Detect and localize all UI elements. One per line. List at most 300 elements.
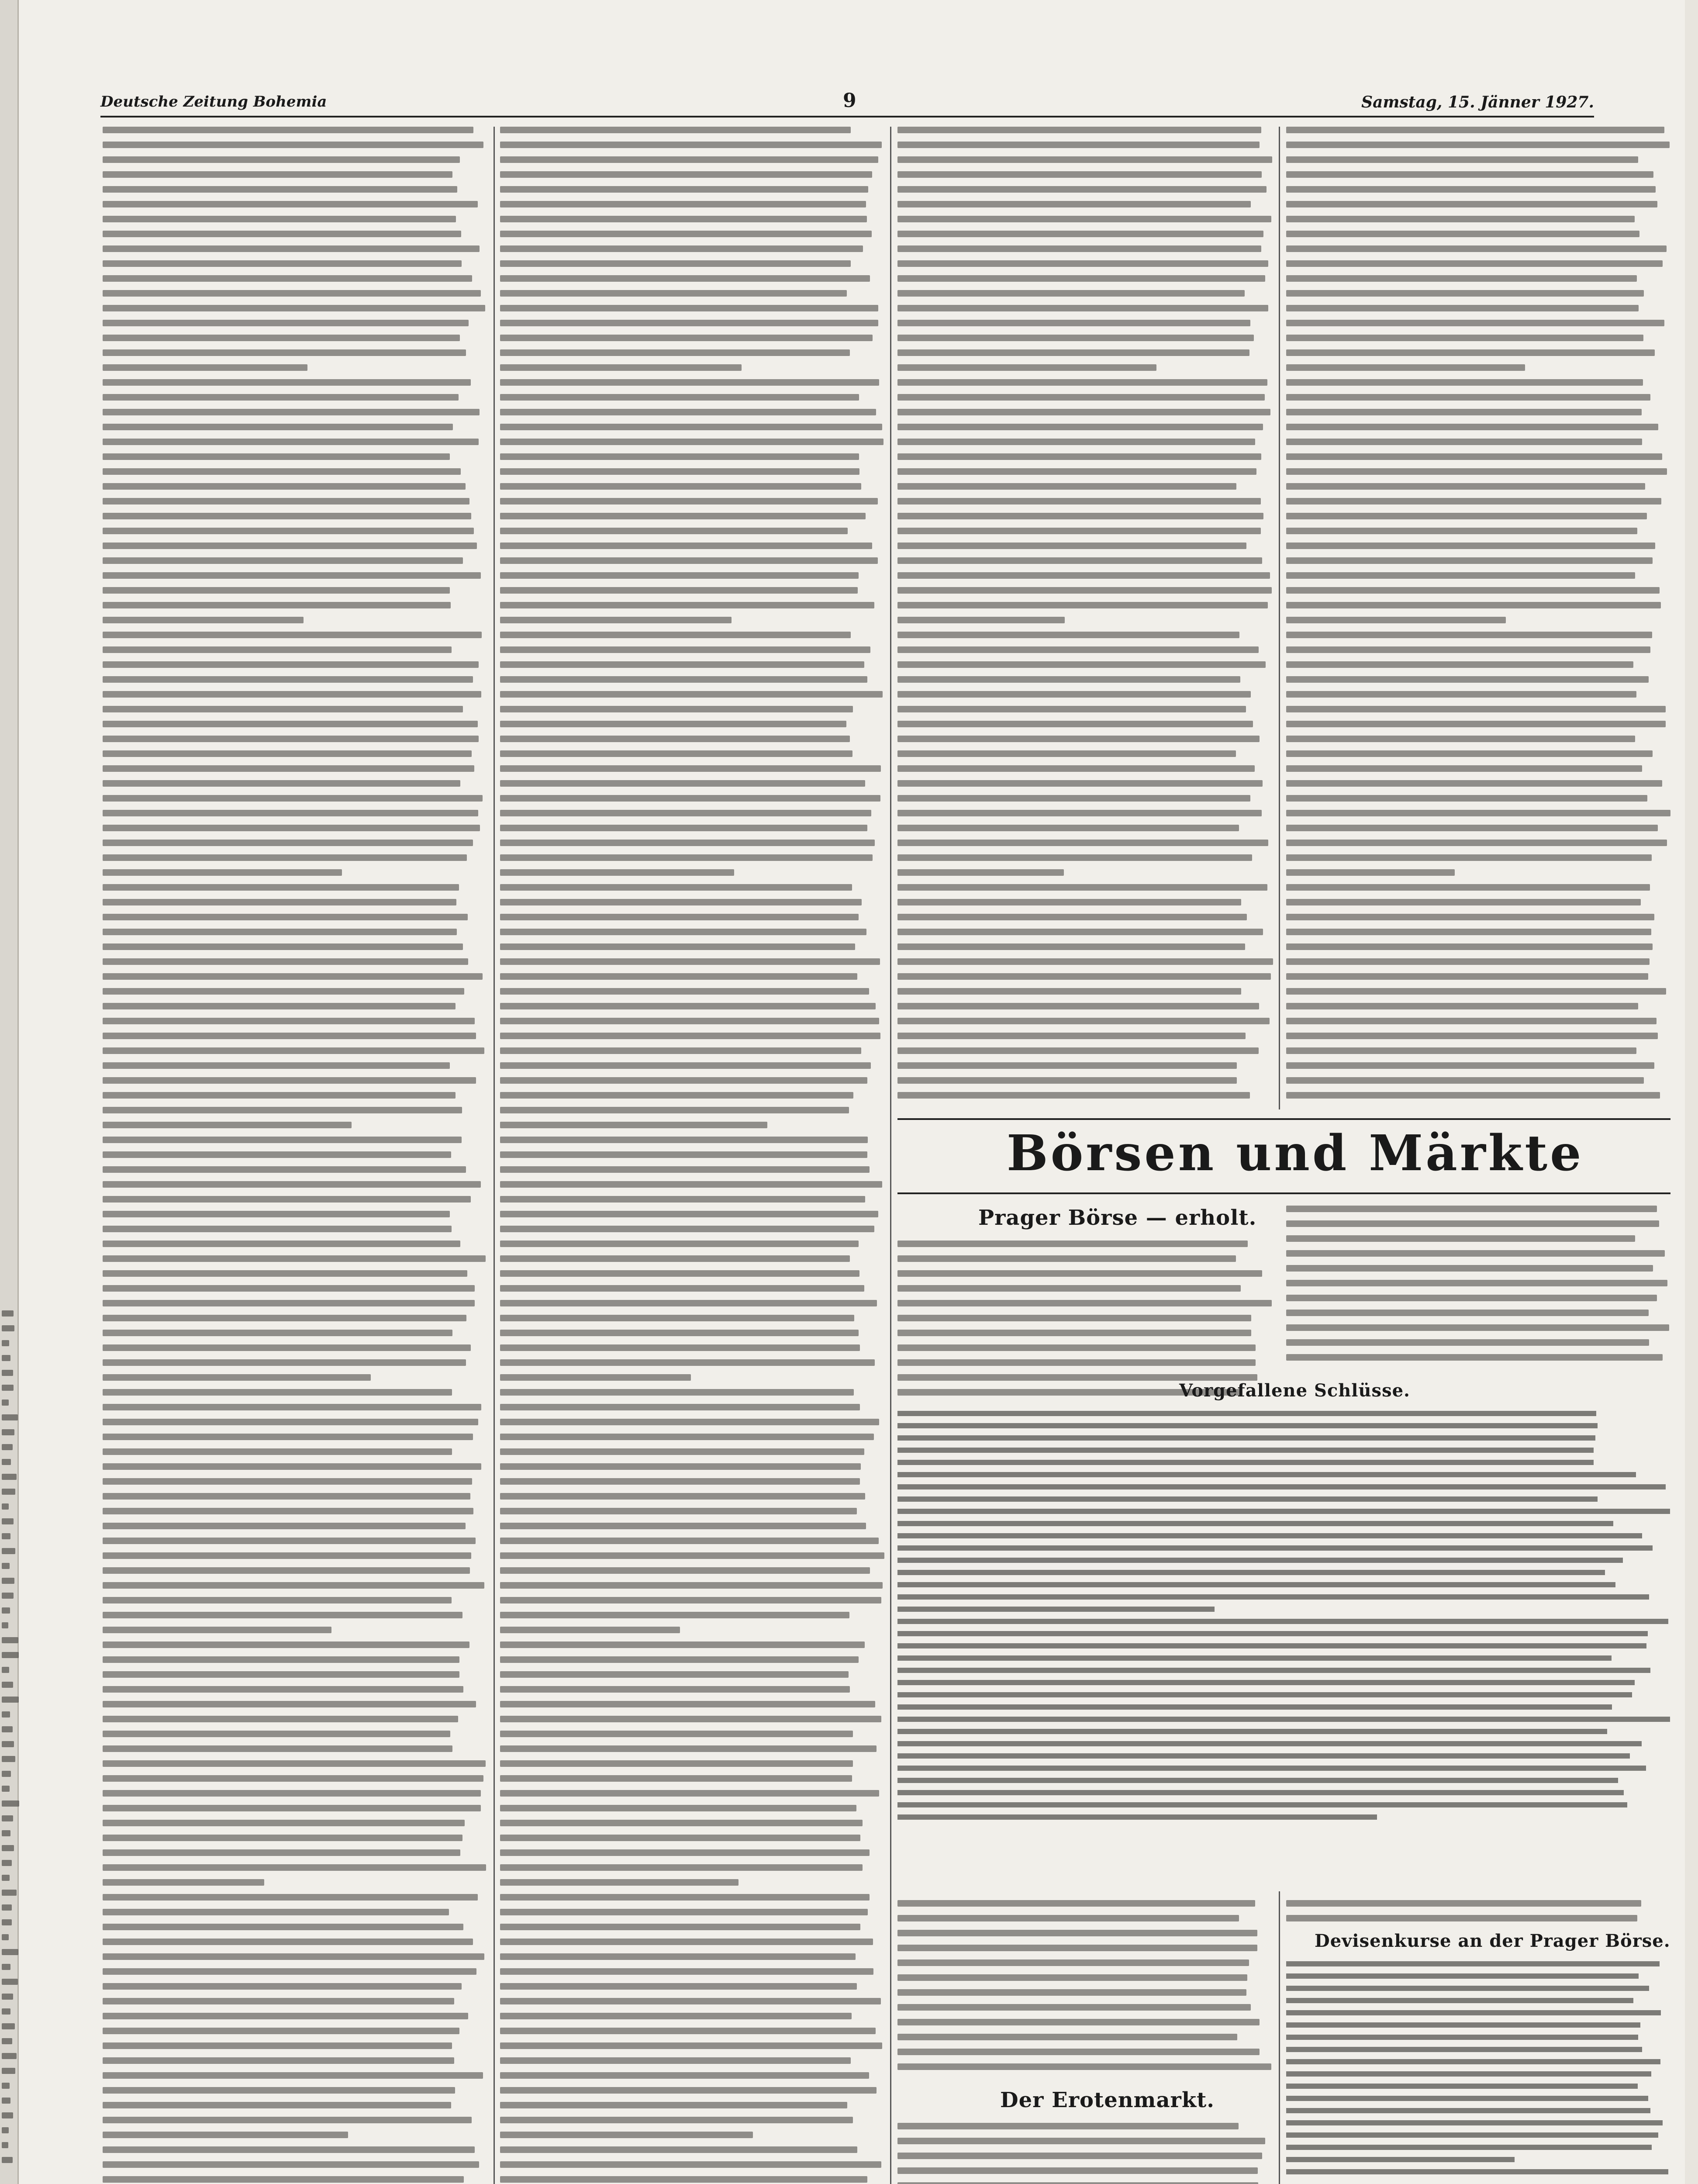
text-line — [500, 1047, 861, 1054]
text-line — [500, 513, 866, 519]
text-line — [897, 1680, 1635, 1685]
text-line — [103, 661, 479, 668]
text-line — [1286, 1220, 1659, 1227]
column-rule — [494, 127, 495, 2184]
text-line — [103, 1953, 484, 1960]
text-line — [2, 1518, 14, 1524]
text-line — [897, 409, 1270, 415]
text-line — [500, 1775, 852, 1782]
text-line — [2, 1385, 14, 1391]
text-line — [103, 825, 480, 831]
text-line — [897, 2049, 1260, 2055]
text-line — [103, 498, 469, 505]
text-line — [103, 943, 463, 950]
text-line — [500, 305, 878, 311]
text-line — [103, 1686, 463, 1693]
text-line — [500, 1077, 867, 1084]
text-line — [500, 1226, 874, 1232]
text-line — [103, 2132, 348, 2138]
text-line — [500, 1894, 870, 1901]
text-line — [103, 1211, 450, 1217]
text-line — [500, 142, 882, 148]
text-line — [897, 1545, 1653, 1551]
text-line — [103, 557, 463, 564]
text-line — [897, 691, 1251, 698]
text-line — [103, 854, 467, 861]
facing-page-bleed — [0, 0, 21, 2184]
text-line — [103, 1137, 462, 1143]
text-line — [1286, 1092, 1660, 1099]
text-line — [103, 1107, 462, 1113]
text-line — [103, 973, 483, 980]
text-line — [897, 1359, 1256, 1366]
text-line — [500, 2072, 869, 2079]
text-line — [2, 1964, 10, 1970]
text-line — [500, 1612, 849, 1618]
text-line — [103, 1285, 475, 1292]
text-line — [1286, 810, 1670, 816]
text-line — [2, 1771, 11, 1777]
text-line — [2, 2142, 8, 2148]
text-line — [897, 1496, 1598, 1502]
text-line — [897, 1315, 1251, 1321]
text-line — [103, 1627, 331, 1633]
text-line — [897, 1619, 1668, 1624]
text-line — [1286, 290, 1644, 297]
text-line — [500, 1018, 879, 1024]
text-line — [897, 2182, 1258, 2184]
text-line — [103, 349, 466, 356]
text-line — [897, 1509, 1670, 1514]
text-line — [500, 1107, 849, 1113]
text-line — [500, 661, 864, 668]
text-line — [897, 2019, 1260, 2025]
text-line — [500, 943, 855, 950]
text-line — [500, 1567, 870, 1574]
text-line — [500, 2028, 876, 2034]
text-line — [103, 1166, 466, 1173]
text-line — [500, 1864, 863, 1871]
boerse-report-right — [1286, 1206, 1670, 1369]
text-line — [897, 1285, 1241, 1292]
text-line — [500, 587, 858, 594]
text-line — [103, 1745, 452, 1752]
text-line — [897, 349, 1249, 356]
text-line — [103, 780, 460, 787]
kurse-table — [897, 1411, 1670, 1827]
text-line — [500, 1404, 860, 1410]
text-line — [897, 1790, 1624, 1795]
text-line — [103, 1597, 452, 1603]
text-line — [103, 142, 483, 148]
text-line — [2, 1904, 12, 1911]
text-line — [2, 1994, 13, 2000]
text-line — [897, 1704, 1612, 1710]
text-line — [1286, 602, 1661, 608]
text-line — [897, 1945, 1257, 1951]
text-line — [2, 2127, 9, 2133]
text-line — [1286, 958, 1650, 965]
text-line — [897, 513, 1263, 519]
text-line — [103, 988, 464, 995]
text-line — [897, 245, 1261, 252]
text-line — [1286, 646, 1650, 653]
text-line — [897, 528, 1261, 534]
text-line — [500, 1686, 850, 1693]
text-line — [897, 1607, 1215, 1612]
text-line — [897, 676, 1240, 683]
text-line — [103, 320, 469, 326]
text-line — [103, 1567, 470, 1574]
text-line — [500, 706, 853, 712]
text-line — [103, 1374, 371, 1381]
page-number: 9 — [843, 90, 856, 112]
text-line — [897, 1717, 1670, 1722]
text-line — [500, 498, 878, 505]
text-line — [103, 1270, 467, 1277]
text-line — [897, 1092, 1250, 1099]
text-line — [500, 1760, 853, 1767]
text-line — [897, 216, 1271, 222]
text-line — [500, 379, 879, 386]
text-line — [103, 201, 478, 207]
text-line — [2, 1860, 12, 1866]
text-line — [1286, 825, 1658, 831]
text-line — [897, 156, 1272, 163]
text-line — [500, 1330, 859, 1336]
article-column-3 — [897, 127, 1273, 1107]
text-line — [1286, 1077, 1644, 1084]
text-line — [103, 528, 474, 534]
text-line — [103, 1344, 471, 1351]
boerse-report-left — [897, 1241, 1273, 1404]
text-line — [103, 2102, 451, 2108]
text-line — [500, 1835, 860, 1841]
text-line — [897, 1631, 1648, 1636]
text-line — [1286, 780, 1662, 787]
scan-edge — [1685, 0, 1698, 2184]
text-line — [1286, 379, 1643, 386]
text-line — [1286, 364, 1525, 371]
text-line — [103, 1196, 471, 1203]
text-line — [500, 1359, 875, 1366]
text-line — [500, 1181, 882, 1188]
text-line — [500, 156, 878, 163]
text-line — [2, 1355, 10, 1361]
text-line — [500, 1434, 874, 1440]
text-line — [1286, 2169, 1668, 2174]
text-line — [500, 825, 867, 831]
text-line — [500, 127, 851, 133]
page-header — [100, 90, 1594, 117]
text-line — [103, 409, 480, 415]
text-line — [500, 245, 863, 252]
text-line — [1286, 1206, 1657, 1212]
text-line — [897, 765, 1255, 772]
text-line — [897, 1974, 1247, 1981]
text-line — [2, 1711, 10, 1717]
text-line — [897, 750, 1236, 757]
text-line — [500, 617, 732, 623]
text-line — [500, 721, 846, 727]
text-line — [103, 1879, 264, 1886]
text-line — [2, 1622, 8, 1628]
text-line — [2, 1459, 11, 1465]
text-line — [897, 646, 1259, 653]
text-line — [2, 1325, 14, 1331]
text-line — [500, 2176, 867, 2183]
text-line — [103, 750, 472, 757]
text-line — [500, 1255, 850, 1262]
text-line — [2, 1533, 10, 1539]
text-line — [1286, 1986, 1649, 1991]
text-line — [1286, 676, 1649, 683]
text-line — [897, 2123, 1239, 2129]
text-line — [897, 201, 1251, 207]
text-line — [103, 1939, 473, 1945]
text-line — [2, 1919, 12, 1925]
text-line — [897, 2004, 1251, 2011]
text-line — [897, 1582, 1615, 1587]
text-line — [897, 1344, 1256, 1351]
text-line — [500, 483, 861, 490]
text-line — [1286, 320, 1664, 326]
text-line — [897, 186, 1267, 193]
text-line — [1286, 2035, 1638, 2040]
text-line — [1286, 1033, 1658, 1039]
section-rule — [897, 1118, 1670, 1120]
text-line — [103, 1582, 484, 1589]
text-line — [1286, 1280, 1667, 1286]
text-line — [103, 736, 479, 742]
text-line — [897, 587, 1272, 594]
text-line — [500, 1552, 884, 1559]
text-line — [897, 1270, 1262, 1277]
devisen-intro — [1286, 1900, 1670, 1930]
text-line — [500, 2087, 877, 2094]
text-line — [897, 1255, 1236, 1262]
text-line — [897, 424, 1263, 430]
column-rule — [1279, 127, 1280, 1109]
text-line — [897, 335, 1254, 341]
text-line — [103, 1003, 456, 1009]
text-line — [103, 1805, 481, 1811]
text-line — [103, 1047, 484, 1054]
text-line — [1286, 305, 1639, 311]
text-line — [103, 1493, 470, 1500]
text-line — [897, 661, 1266, 668]
text-line — [103, 2072, 483, 2079]
text-line — [1286, 914, 1654, 920]
text-line — [500, 1597, 881, 1603]
text-line — [500, 1285, 864, 1292]
text-line — [103, 1122, 352, 1128]
text-line — [103, 1894, 478, 1901]
text-line — [500, 2013, 852, 2019]
text-line — [1286, 973, 1648, 980]
text-line — [500, 572, 859, 579]
text-line — [103, 899, 456, 905]
text-line — [103, 1835, 462, 1841]
text-line — [897, 1959, 1249, 1966]
text-line — [2, 2053, 17, 2059]
text-line — [500, 1300, 877, 1306]
text-line — [1286, 1900, 1641, 1907]
text-line — [500, 557, 878, 564]
text-line — [500, 468, 859, 475]
text-line — [2, 2112, 13, 2118]
text-line — [500, 349, 850, 356]
text-line — [897, 364, 1156, 371]
text-line — [500, 1998, 881, 2004]
text-line — [103, 2176, 464, 2183]
text-line — [500, 231, 872, 237]
text-line — [1286, 1062, 1654, 1069]
text-line — [103, 587, 450, 594]
text-line — [1286, 572, 1635, 579]
text-line — [103, 275, 472, 282]
text-line — [897, 453, 1261, 460]
text-line — [1286, 632, 1652, 638]
text-line — [897, 1802, 1627, 1807]
text-line — [500, 1953, 856, 1960]
text-line — [103, 156, 460, 163]
text-line — [103, 1983, 462, 1990]
text-line — [500, 201, 866, 207]
text-line — [500, 602, 874, 608]
text-line — [897, 483, 1236, 490]
text-line — [103, 1775, 483, 1782]
text-line — [500, 958, 880, 965]
text-line — [897, 171, 1262, 178]
staatsanleihen-block — [897, 1900, 1273, 2078]
text-line — [103, 1790, 481, 1797]
text-line — [500, 1122, 767, 1128]
text-line — [500, 1196, 865, 1203]
text-line — [897, 929, 1263, 935]
text-line — [1286, 1265, 1653, 1272]
text-line — [897, 825, 1239, 831]
text-line — [500, 1419, 879, 1425]
text-line — [1286, 617, 1506, 623]
text-line — [500, 1448, 864, 1455]
text-line — [103, 572, 481, 579]
text-line — [103, 2146, 475, 2153]
text-line — [2, 1444, 13, 1450]
text-line — [897, 1062, 1237, 1069]
text-line — [897, 394, 1265, 401]
text-line — [103, 1864, 486, 1871]
text-line — [103, 1300, 475, 1306]
text-line — [897, 260, 1268, 267]
newspaper-page — [26, 0, 1677, 2184]
text-line — [1286, 394, 1650, 401]
text-line — [500, 1790, 879, 1797]
text-line — [500, 736, 850, 742]
text-line — [2, 1414, 18, 1420]
text-line — [897, 1668, 1650, 1673]
text-line — [500, 1315, 854, 1321]
text-line — [500, 1151, 867, 1158]
text-line — [2, 1548, 15, 1554]
text-line — [500, 899, 862, 905]
text-line — [103, 171, 452, 178]
text-line — [2, 1726, 13, 1732]
text-line — [897, 973, 1271, 980]
text-line — [500, 1909, 868, 1915]
text-line — [500, 2042, 882, 2049]
text-line — [103, 1552, 471, 1559]
text-line — [103, 1033, 476, 1039]
text-line — [2, 1429, 14, 1435]
text-line — [103, 186, 457, 193]
text-line — [897, 943, 1245, 950]
text-line — [500, 543, 872, 549]
text-line — [103, 2013, 468, 2019]
text-line — [103, 1434, 473, 1440]
text-line — [103, 2042, 452, 2049]
text-line — [103, 1151, 451, 1158]
text-line — [103, 810, 478, 816]
text-line — [2, 1786, 10, 1792]
issue-date: Samstag, 15. Jänner 1927. — [1361, 93, 1594, 111]
text-line — [897, 1300, 1272, 1306]
text-line — [103, 884, 459, 891]
text-line — [500, 1731, 853, 1737]
text-line — [897, 721, 1253, 727]
text-line — [1286, 765, 1642, 772]
text-line — [1286, 543, 1655, 549]
text-line — [500, 1523, 866, 1529]
text-line — [1286, 1354, 1663, 1361]
text-line — [103, 245, 480, 252]
text-line — [103, 1330, 452, 1336]
text-line — [897, 1753, 1630, 1759]
text-line — [1286, 335, 1643, 341]
text-line — [103, 1909, 449, 1915]
text-line — [500, 1033, 880, 1039]
text-line — [1286, 528, 1637, 534]
text-line — [500, 914, 859, 920]
text-line — [103, 1671, 459, 1678]
text-line — [500, 1701, 875, 1707]
text-line — [897, 1570, 1605, 1575]
article-column-1 — [103, 127, 487, 2184]
text-line — [897, 632, 1239, 638]
text-line — [1286, 661, 1633, 668]
devisen-table — [1286, 1961, 1670, 2181]
text-line — [1286, 186, 1656, 193]
text-line — [2, 1756, 15, 1762]
text-line — [2, 1637, 18, 1643]
text-line — [2, 1474, 17, 1480]
text-line — [897, 1558, 1623, 1563]
text-line — [2, 1682, 13, 1688]
text-line — [500, 1508, 857, 1514]
text-line — [897, 795, 1250, 802]
text-line — [2, 1578, 14, 1584]
text-line — [2, 1370, 13, 1376]
text-line — [897, 1594, 1649, 1600]
text-line — [500, 1374, 691, 1381]
devisen-heading: Devisenkurse an der Prager Börse. — [1315, 1931, 1670, 1951]
text-line — [500, 780, 865, 787]
text-line — [500, 2161, 881, 2168]
text-line — [103, 1701, 476, 1707]
text-line — [103, 1641, 469, 1648]
text-line — [500, 320, 878, 326]
text-line — [500, 290, 847, 297]
